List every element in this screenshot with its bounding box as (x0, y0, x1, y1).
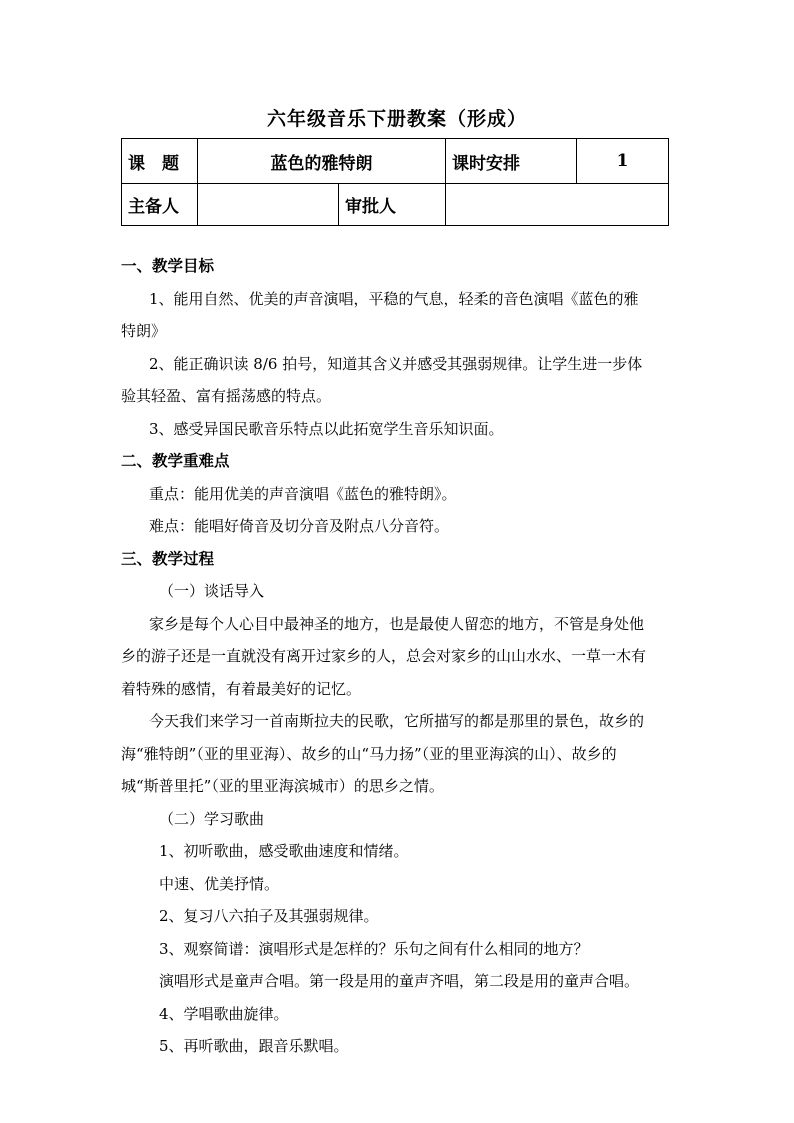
step-1: 1、初听歌曲，感受歌曲速度和情绪。 (159, 842, 409, 860)
objective-2-line-2: 验其轻盈、富有摇荡感的特点。 (121, 387, 332, 405)
document-body (121, 250, 681, 1063)
key-point: 重点：能用优美的声音演唱《蓝色的雅特朗》。 (149, 484, 457, 503)
document-title: 六年级音乐下册教案（形成） (266, 108, 527, 130)
intro-paragraph-1-line-2: 乡的游子还是一直就没有离开过家乡的人，总会对家乡的山山水水、一草一木有 (121, 647, 647, 665)
lesson-info-table (121, 138, 669, 226)
step-1-answer: 中速、优美抒情。 (159, 874, 280, 893)
table-row (122, 184, 669, 226)
step-2: 2、复习八六拍子及其强弱规律。 (159, 907, 379, 925)
preparer-label: 主备人 (122, 184, 198, 226)
intro-paragraph-1-line-3: 着特殊的感情，有着最美好的记忆。 (121, 679, 362, 698)
objective-1-line-1: 1、能用自然、优美的声音演唱，平稳的气息，轻柔的音色演唱《蓝色的雅 (149, 289, 639, 308)
intro-paragraph-2-line-1: 今天我们来学习一首南斯拉夫的民歌，它所描写的都是那里的景色，故乡的 (149, 712, 645, 730)
step-3: 3、观察简谱：演唱形式是怎样的？乐句之间有什么相同的地方？ (159, 939, 589, 958)
approver-value (446, 184, 669, 226)
schedule-value: 1 (577, 139, 669, 184)
difficult-point: 难点：能唱好倚音及切分音及附点八分音符。 (149, 517, 450, 535)
intro-paragraph-2-line-3: 城“斯普里托”（亚的里亚海滨城市）的思乡之情。 (121, 777, 444, 795)
subsection-intro: （一）谈话导入 (159, 582, 265, 600)
intro-paragraph-2-line-2: 海“雅特朗”（亚的里亚海）、故乡的山“马力扬”（亚的里亚海滨的山）、故乡的 (121, 744, 617, 763)
schedule-label: 课时安排 (446, 139, 577, 184)
section-heading-process: 三、教学过程 (121, 548, 215, 568)
step-3-answer: 演唱形式是童声合唱。第一段是用的童声齐唱，第二段是用的童声合唱。 (159, 972, 640, 990)
step-4: 4、学唱歌曲旋律。 (159, 1004, 289, 1023)
step-5: 5、再听歌曲，跟音乐默唱。 (159, 1037, 349, 1055)
topic-label: 课 题 (122, 139, 198, 184)
section-heading-key-points: 二、教学重难点 (121, 451, 230, 470)
objective-3: 3、感受异国民歌音乐特点以此拓宽学生音乐知识面。 (149, 419, 504, 438)
subsection-learn-song: （二）学习歌曲 (159, 809, 265, 828)
approver-label: 审批人 (339, 184, 446, 226)
intro-paragraph-1-line-1: 家乡是每个人心目中最神圣的地方，也是最使人留恋的地方，不管是身处他 (149, 614, 645, 633)
objective-2-line-1: 2、能正确识读 8/6 拍号，知道其含义并感受其强弱规律。让学生进一步体 (149, 354, 643, 373)
objective-1-line-2: 特朗》 (121, 322, 167, 340)
preparer-value (198, 184, 339, 226)
topic-value: 蓝色的雅特朗 (198, 139, 446, 184)
section-heading-objectives: 一、教学目标 (121, 256, 215, 275)
table-row (122, 139, 669, 184)
